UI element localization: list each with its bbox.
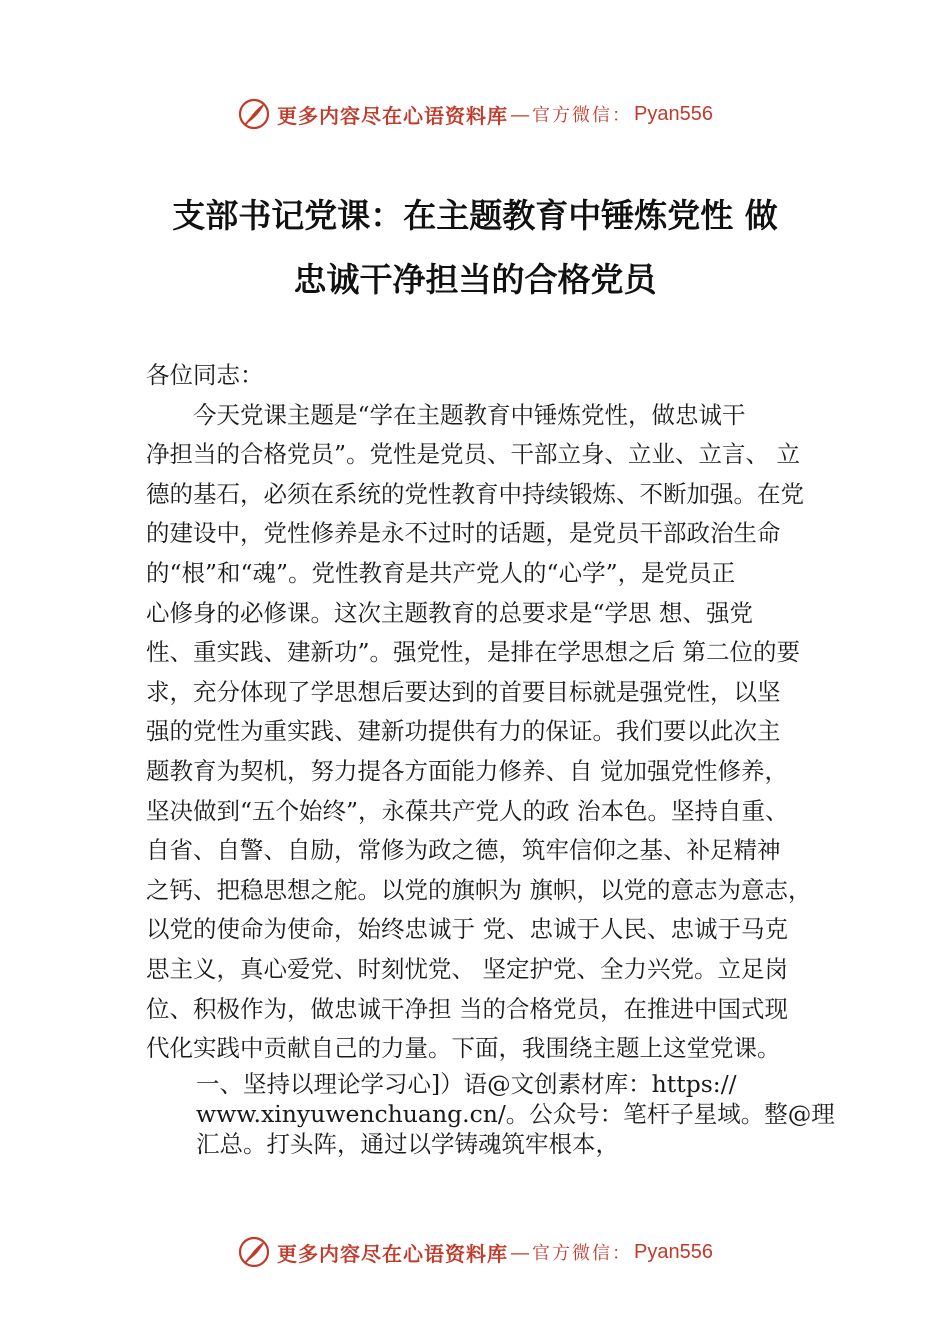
paragraph-line: 代化实践中贡献自己的力量。下面，我围绕主题上这堂党课。 — [146, 1034, 781, 1063]
document-body — [146, 356, 846, 1159]
banner-text: 更多内容尽在心语资料库 — [277, 1241, 509, 1266]
paragraph-line: 求，充分体现了学思想后要达到的首要目标就是强党性，以坚 — [146, 677, 781, 706]
banner-label: 官方微信： — [532, 105, 633, 126]
footer-watermark-banner — [0, 1232, 950, 1272]
paragraph-line: 之钙、把稳思想之舵。以党的旗帜为 旗帜，以党的意志为意志， — [146, 875, 812, 904]
banner-separator: — — [510, 102, 531, 126]
paragraph-line: 强的党性为重实践、建新功提供有力的保证。我们要以此次主 — [146, 717, 781, 746]
paragraph-line: 净担当的合格党员”。党性是党员、干部立身、立业、立言、 立 — [146, 440, 800, 469]
paragraph-line: 思主义，真心爱党、时刻忧党、 坚定护党、全力兴党。立足岗 — [146, 954, 788, 983]
intro-paragraph — [146, 396, 846, 1069]
section-line: www.xinyuwenchuang.cn/。公众号：笔杆子星域。整@理 — [196, 1099, 835, 1128]
banner-label: 官方微信： — [532, 1243, 633, 1264]
title-line-2: 忠诚干净担当的合格党员 — [293, 260, 657, 299]
banner-wechat-id: Pyan556 — [634, 102, 713, 125]
paragraph-line: 以党的使命为使命，始终忠诚于 党、忠诚于人民、忠诚于马克 — [146, 915, 788, 944]
document-title — [0, 184, 950, 312]
header-watermark-banner — [0, 94, 950, 134]
paragraph-line: 题教育为契机，努力提各方面能力修养、自 觉加强党性修养， — [146, 756, 788, 785]
section-line: 一、坚持以理论学习心]）语@文创素材库：https:// — [196, 1069, 737, 1098]
paragraph-line: 心修身的必修课。这次主题教育的总要求是“学思 想、强党 — [146, 598, 753, 627]
paragraph-line: 的建设中，党性修养是永不过时的话题，是党员干部政治生命 — [146, 519, 781, 548]
banner-separator: — — [510, 1240, 531, 1264]
section-heading-one — [196, 1069, 846, 1159]
banner-text: 更多内容尽在心语资料库 — [277, 103, 509, 128]
paragraph-line: 坚决做到“五个始终”，永葆共产党人的政 治本色。坚持自重、 — [146, 796, 789, 825]
section-line: 汇总。打头阵，通过以学铸魂筑牢根本， — [196, 1129, 619, 1158]
feather-quill-logo-icon — [237, 1235, 271, 1269]
paragraph-line: 的“根”和“魂”。党性教育是共产党人的“心学”，是党员正 — [146, 558, 736, 587]
title-line-1: 支部书记党课：在主题教育中锤炼党性 做 — [172, 196, 778, 235]
paragraph-line: 自省、自警、自励，常修为政之德，筑牢信仰之基、补足精神 — [146, 836, 781, 865]
paragraph-line: 德的基石，必须在系统的党性教育中持续锻炼、不断加强。在党 — [146, 479, 804, 508]
banner-wechat-id: Pyan556 — [634, 1240, 713, 1263]
paragraph-line: 位、积极作为，做忠诚干净担 当的合格党员，在推进中国式现 — [146, 994, 788, 1023]
paragraph-line: 今天党课主题是“学在主题教育中锤炼党性，做忠诚干 — [193, 400, 746, 429]
greeting: 各位同志： — [146, 361, 264, 389]
paragraph-line: 性、重实践、建新功”。强党性，是排在学思想之后 第二位的要 — [146, 638, 800, 667]
feather-quill-logo-icon — [237, 97, 271, 131]
